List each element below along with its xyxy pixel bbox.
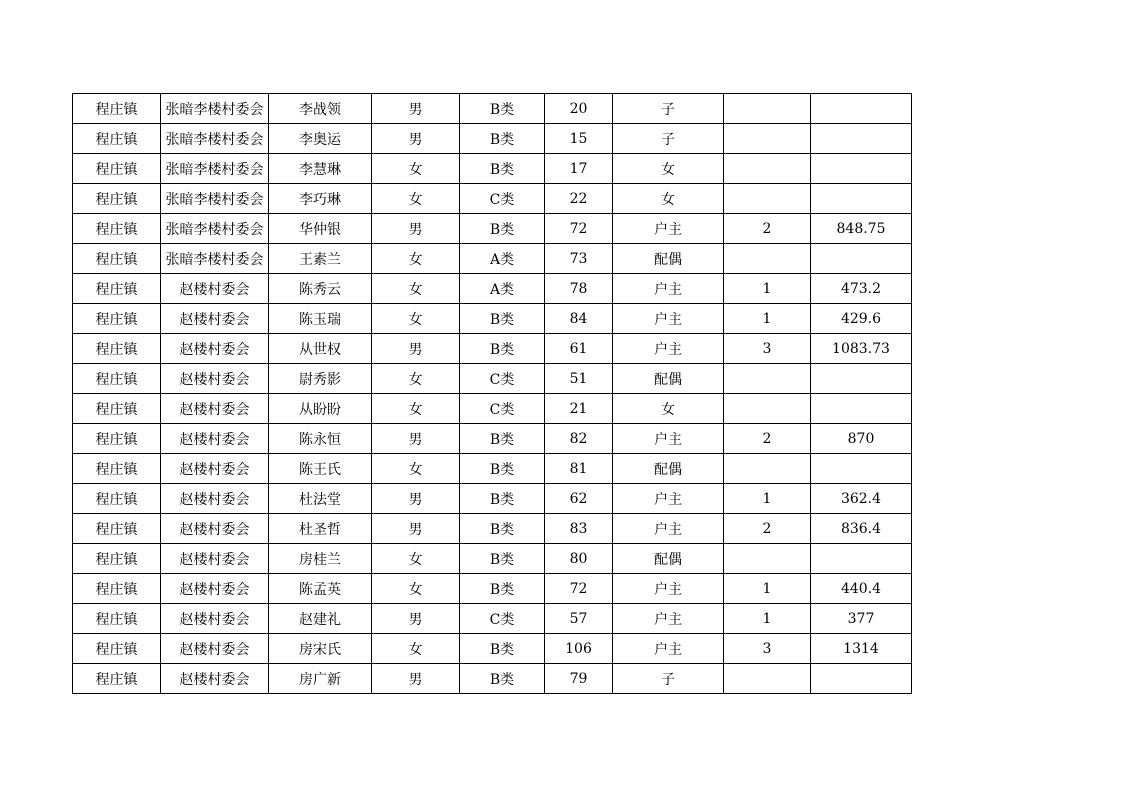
- village-cell: 赵楼村委会: [161, 604, 269, 634]
- category-cell: B类: [460, 124, 545, 154]
- gender-cell: 女: [372, 364, 460, 394]
- household-size-cell: 1: [724, 274, 811, 304]
- village-cell: 张暗李楼村委会: [161, 244, 269, 274]
- table-row: [73, 244, 912, 274]
- amount-cell: 473.2: [811, 274, 912, 304]
- relation-cell: 女: [613, 154, 724, 184]
- category-cell: B类: [460, 424, 545, 454]
- gender-cell: 女: [372, 184, 460, 214]
- age-cell: 73: [545, 244, 613, 274]
- relation-cell: 女: [613, 394, 724, 424]
- town-cell: 程庄镇: [73, 634, 161, 664]
- category-cell: C类: [460, 364, 545, 394]
- table-row: [73, 154, 912, 184]
- amount-cell: [811, 364, 912, 394]
- table-row: [73, 544, 912, 574]
- village-cell: 赵楼村委会: [161, 544, 269, 574]
- relation-cell: 子: [613, 94, 724, 124]
- relation-cell: 户主: [613, 274, 724, 304]
- village-cell: 张暗李楼村委会: [161, 184, 269, 214]
- category-cell: B类: [460, 454, 545, 484]
- town-cell: 程庄镇: [73, 454, 161, 484]
- category-cell: B类: [460, 544, 545, 574]
- town-cell: 程庄镇: [73, 214, 161, 244]
- amount-cell: [811, 94, 912, 124]
- category-cell: C类: [460, 184, 545, 214]
- name-cell: 李巧琳: [269, 184, 372, 214]
- amount-cell: [811, 544, 912, 574]
- town-cell: 程庄镇: [73, 604, 161, 634]
- table-row: [73, 514, 912, 544]
- village-cell: 张暗李楼村委会: [161, 154, 269, 184]
- category-cell: A类: [460, 244, 545, 274]
- age-cell: 72: [545, 574, 613, 604]
- town-cell: 程庄镇: [73, 364, 161, 394]
- age-cell: 106: [545, 634, 613, 664]
- table-row: [73, 334, 912, 364]
- category-cell: B类: [460, 574, 545, 604]
- relation-cell: 户主: [613, 334, 724, 364]
- age-cell: 84: [545, 304, 613, 334]
- table-row: [73, 454, 912, 484]
- name-cell: 华仲银: [269, 214, 372, 244]
- name-cell: 李奥运: [269, 124, 372, 154]
- table-row: [73, 214, 912, 244]
- household-size-cell: [724, 364, 811, 394]
- category-cell: B类: [460, 304, 545, 334]
- household-size-cell: 1: [724, 484, 811, 514]
- name-cell: 从世权: [269, 334, 372, 364]
- age-cell: 83: [545, 514, 613, 544]
- age-cell: 57: [545, 604, 613, 634]
- relation-cell: 户主: [613, 604, 724, 634]
- town-cell: 程庄镇: [73, 154, 161, 184]
- age-cell: 17: [545, 154, 613, 184]
- amount-cell: 1314: [811, 634, 912, 664]
- relation-cell: 配偶: [613, 544, 724, 574]
- village-cell: 赵楼村委会: [161, 634, 269, 664]
- table-row: [73, 574, 912, 604]
- village-cell: 赵楼村委会: [161, 304, 269, 334]
- name-cell: 房桂兰: [269, 544, 372, 574]
- amount-cell: 848.75: [811, 214, 912, 244]
- village-cell: 赵楼村委会: [161, 394, 269, 424]
- table-row: [73, 274, 912, 304]
- name-cell: 赵建礼: [269, 604, 372, 634]
- age-cell: 78: [545, 274, 613, 304]
- age-cell: 72: [545, 214, 613, 244]
- name-cell: 房宋氏: [269, 634, 372, 664]
- village-cell: 赵楼村委会: [161, 364, 269, 394]
- age-cell: 80: [545, 544, 613, 574]
- village-cell: 赵楼村委会: [161, 514, 269, 544]
- town-cell: 程庄镇: [73, 304, 161, 334]
- relation-cell: 户主: [613, 574, 724, 604]
- amount-cell: 429.6: [811, 304, 912, 334]
- table-row: [73, 124, 912, 154]
- relation-cell: 户主: [613, 634, 724, 664]
- town-cell: 程庄镇: [73, 184, 161, 214]
- gender-cell: 男: [372, 334, 460, 364]
- town-cell: 程庄镇: [73, 544, 161, 574]
- category-cell: B类: [460, 634, 545, 664]
- household-size-cell: 3: [724, 334, 811, 364]
- gender-cell: 女: [372, 244, 460, 274]
- town-cell: 程庄镇: [73, 484, 161, 514]
- category-cell: B类: [460, 154, 545, 184]
- relation-cell: 户主: [613, 484, 724, 514]
- amount-cell: 1083.73: [811, 334, 912, 364]
- table-row: [73, 304, 912, 334]
- table-row: [73, 364, 912, 394]
- household-size-cell: [724, 244, 811, 274]
- village-cell: 张暗李楼村委会: [161, 124, 269, 154]
- town-cell: 程庄镇: [73, 244, 161, 274]
- town-cell: 程庄镇: [73, 574, 161, 604]
- village-cell: 张暗李楼村委会: [161, 214, 269, 244]
- name-cell: 王素兰: [269, 244, 372, 274]
- household-size-cell: [724, 124, 811, 154]
- household-size-cell: 1: [724, 574, 811, 604]
- town-cell: 程庄镇: [73, 394, 161, 424]
- name-cell: 杜法堂: [269, 484, 372, 514]
- age-cell: 82: [545, 424, 613, 454]
- gender-cell: 女: [372, 574, 460, 604]
- household-size-cell: [724, 94, 811, 124]
- name-cell: 从盼盼: [269, 394, 372, 424]
- gender-cell: 男: [372, 424, 460, 454]
- relation-cell: 户主: [613, 514, 724, 544]
- amount-cell: [811, 394, 912, 424]
- table-row: [73, 604, 912, 634]
- village-cell: 赵楼村委会: [161, 454, 269, 484]
- name-cell: 陈孟英: [269, 574, 372, 604]
- category-cell: B类: [460, 94, 545, 124]
- amount-cell: 362.4: [811, 484, 912, 514]
- village-cell: 赵楼村委会: [161, 574, 269, 604]
- category-cell: C类: [460, 394, 545, 424]
- table-row: [73, 184, 912, 214]
- gender-cell: 男: [372, 124, 460, 154]
- household-size-cell: [724, 184, 811, 214]
- amount-cell: [811, 184, 912, 214]
- relation-cell: 配偶: [613, 244, 724, 274]
- town-cell: 程庄镇: [73, 424, 161, 454]
- household-size-cell: [724, 394, 811, 424]
- town-cell: 程庄镇: [73, 334, 161, 364]
- age-cell: 79: [545, 664, 613, 694]
- gender-cell: 男: [372, 484, 460, 514]
- household-size-cell: [724, 154, 811, 184]
- town-cell: 程庄镇: [73, 664, 161, 694]
- gender-cell: 女: [372, 304, 460, 334]
- amount-cell: [811, 124, 912, 154]
- gender-cell: 女: [372, 274, 460, 304]
- amount-cell: [811, 244, 912, 274]
- name-cell: 陈永恒: [269, 424, 372, 454]
- age-cell: 22: [545, 184, 613, 214]
- amount-cell: 836.4: [811, 514, 912, 544]
- gender-cell: 女: [372, 154, 460, 184]
- village-cell: 赵楼村委会: [161, 664, 269, 694]
- table-row: [73, 484, 912, 514]
- name-cell: 杜圣哲: [269, 514, 372, 544]
- household-size-cell: 2: [724, 514, 811, 544]
- category-cell: B类: [460, 334, 545, 364]
- age-cell: 62: [545, 484, 613, 514]
- gender-cell: 男: [372, 664, 460, 694]
- name-cell: 尉秀影: [269, 364, 372, 394]
- gender-cell: 男: [372, 604, 460, 634]
- category-cell: B类: [460, 664, 545, 694]
- name-cell: 房广新: [269, 664, 372, 694]
- town-cell: 程庄镇: [73, 514, 161, 544]
- table-row: [73, 634, 912, 664]
- table-row: [73, 94, 912, 124]
- relation-cell: 配偶: [613, 454, 724, 484]
- relation-cell: 户主: [613, 214, 724, 244]
- amount-cell: [811, 664, 912, 694]
- name-cell: 李战领: [269, 94, 372, 124]
- amount-cell: [811, 454, 912, 484]
- household-size-cell: 2: [724, 214, 811, 244]
- amount-cell: 440.4: [811, 574, 912, 604]
- village-cell: 张暗李楼村委会: [161, 94, 269, 124]
- table-row: [73, 424, 912, 454]
- amount-cell: 870: [811, 424, 912, 454]
- name-cell: 陈秀云: [269, 274, 372, 304]
- age-cell: 20: [545, 94, 613, 124]
- gender-cell: 女: [372, 634, 460, 664]
- gender-cell: 女: [372, 454, 460, 484]
- town-cell: 程庄镇: [73, 94, 161, 124]
- amount-cell: [811, 154, 912, 184]
- village-cell: 赵楼村委会: [161, 424, 269, 454]
- town-cell: 程庄镇: [73, 274, 161, 304]
- gender-cell: 女: [372, 394, 460, 424]
- age-cell: 15: [545, 124, 613, 154]
- relation-cell: 子: [613, 664, 724, 694]
- town-cell: 程庄镇: [73, 124, 161, 154]
- household-size-cell: [724, 664, 811, 694]
- table-body: [73, 94, 912, 694]
- village-cell: 赵楼村委会: [161, 334, 269, 364]
- household-size-cell: [724, 544, 811, 574]
- category-cell: B类: [460, 514, 545, 544]
- gender-cell: 男: [372, 214, 460, 244]
- category-cell: C类: [460, 604, 545, 634]
- name-cell: 陈玉瑞: [269, 304, 372, 334]
- gender-cell: 男: [372, 514, 460, 544]
- household-size-cell: 1: [724, 304, 811, 334]
- table-row: [73, 394, 912, 424]
- household-size-cell: [724, 454, 811, 484]
- age-cell: 81: [545, 454, 613, 484]
- relation-cell: 户主: [613, 304, 724, 334]
- household-size-cell: 3: [724, 634, 811, 664]
- village-cell: 赵楼村委会: [161, 484, 269, 514]
- relation-cell: 户主: [613, 424, 724, 454]
- relation-cell: 配偶: [613, 364, 724, 394]
- village-cell: 赵楼村委会: [161, 274, 269, 304]
- household-size-cell: 1: [724, 604, 811, 634]
- age-cell: 21: [545, 394, 613, 424]
- age-cell: 51: [545, 364, 613, 394]
- category-cell: B类: [460, 214, 545, 244]
- name-cell: 陈王氏: [269, 454, 372, 484]
- name-cell: 李慧琳: [269, 154, 372, 184]
- relation-cell: 子: [613, 124, 724, 154]
- gender-cell: 男: [372, 94, 460, 124]
- category-cell: B类: [460, 484, 545, 514]
- gender-cell: 女: [372, 544, 460, 574]
- data-table: [72, 93, 912, 694]
- age-cell: 61: [545, 334, 613, 364]
- household-size-cell: 2: [724, 424, 811, 454]
- category-cell: A类: [460, 274, 545, 304]
- amount-cell: 377: [811, 604, 912, 634]
- table-row: [73, 664, 912, 694]
- relation-cell: 女: [613, 184, 724, 214]
